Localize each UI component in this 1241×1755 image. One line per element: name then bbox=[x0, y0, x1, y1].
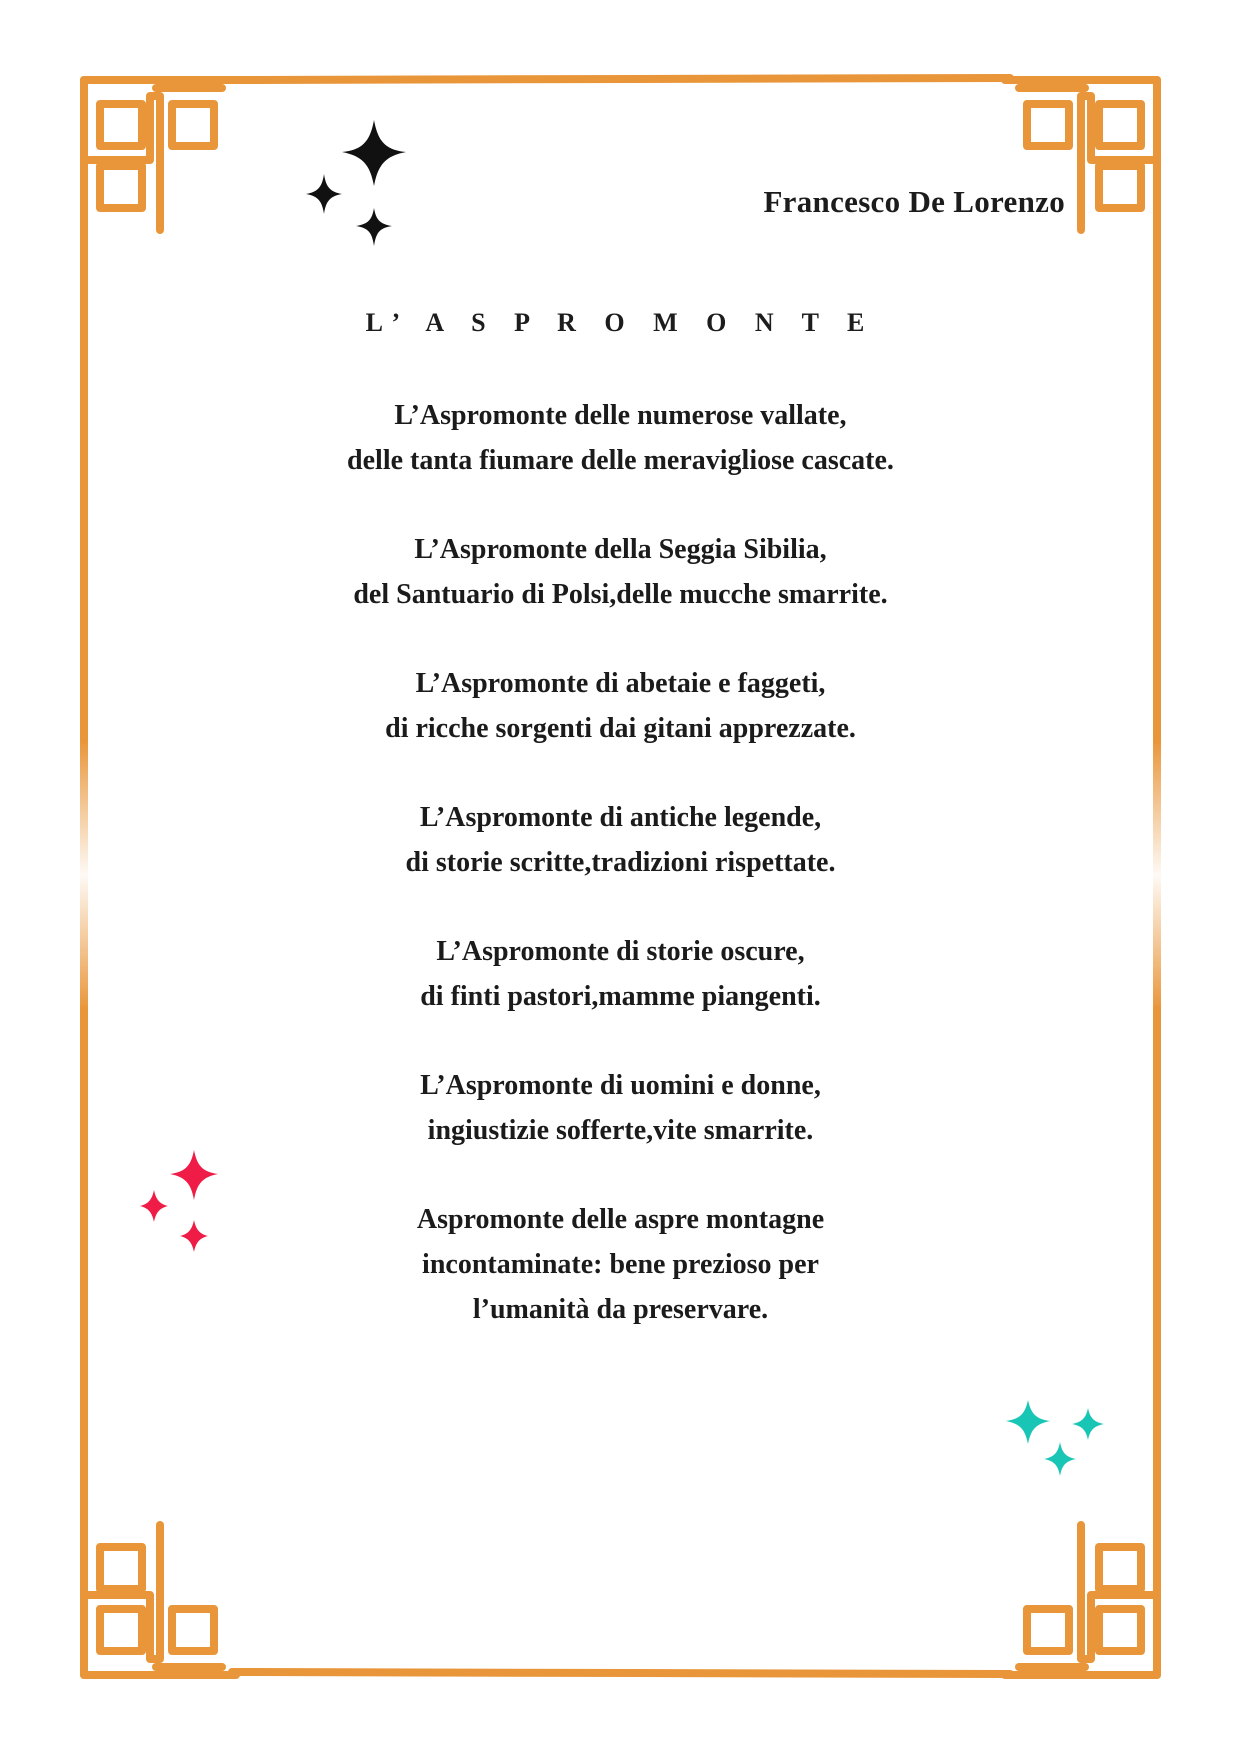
teal-sparkles-icon bbox=[1002, 1398, 1108, 1484]
poem-line: L’Aspromonte di storie oscure, bbox=[436, 936, 805, 967]
stanza bbox=[0, 661, 1241, 751]
poem-line: L’Aspromonte delle numerose vallate, bbox=[394, 400, 847, 431]
stanza bbox=[0, 527, 1241, 617]
poem-line: delle tanta fiumare delle meravigliose cascate. bbox=[347, 445, 894, 476]
poem-line: di ricche sorgenti dai gitani apprezzate. bbox=[385, 713, 856, 744]
stanza bbox=[0, 929, 1241, 1019]
poem-line: L’Aspromonte della Seggia Sibilia, bbox=[414, 534, 827, 565]
stanza bbox=[0, 393, 1241, 483]
poem-line: L’Aspromonte di uomini e donne, bbox=[420, 1070, 821, 1101]
poem-line: di storie scritte,tradizioni rispettate. bbox=[405, 847, 836, 878]
corner-ornament-bottom-left bbox=[84, 1523, 236, 1675]
stanza bbox=[0, 1197, 1241, 1332]
stanza bbox=[0, 1063, 1241, 1153]
poem-line: del Santuario di Polsi,delle mucche smarrite. bbox=[353, 579, 888, 610]
poem-body bbox=[0, 393, 1241, 1376]
poem-line: ingiustizie sofferte,vite smarrite. bbox=[427, 1115, 814, 1146]
poem-line: Aspromonte delle aspre montagne bbox=[416, 1204, 825, 1235]
poem-line: incontaminate: bene prezioso per bbox=[422, 1249, 819, 1280]
poem-line: di finti pastori,mamme piangenti. bbox=[420, 981, 821, 1012]
poem-title: L’ A S P R O M O N T E bbox=[365, 308, 876, 337]
corner-ornament-top-left bbox=[84, 80, 236, 232]
black-sparkles-icon bbox=[300, 118, 410, 250]
poem-line: L’Aspromonte di antiche legende, bbox=[419, 802, 822, 833]
corner-ornament-bottom-right bbox=[1005, 1523, 1157, 1675]
author-name: Francesco De Lorenzo bbox=[763, 184, 1065, 219]
poem-line: l’umanità da preservare. bbox=[472, 1294, 769, 1325]
poem-line: L’Aspromonte di abetaie e faggeti, bbox=[415, 668, 826, 699]
stanza bbox=[0, 795, 1241, 885]
